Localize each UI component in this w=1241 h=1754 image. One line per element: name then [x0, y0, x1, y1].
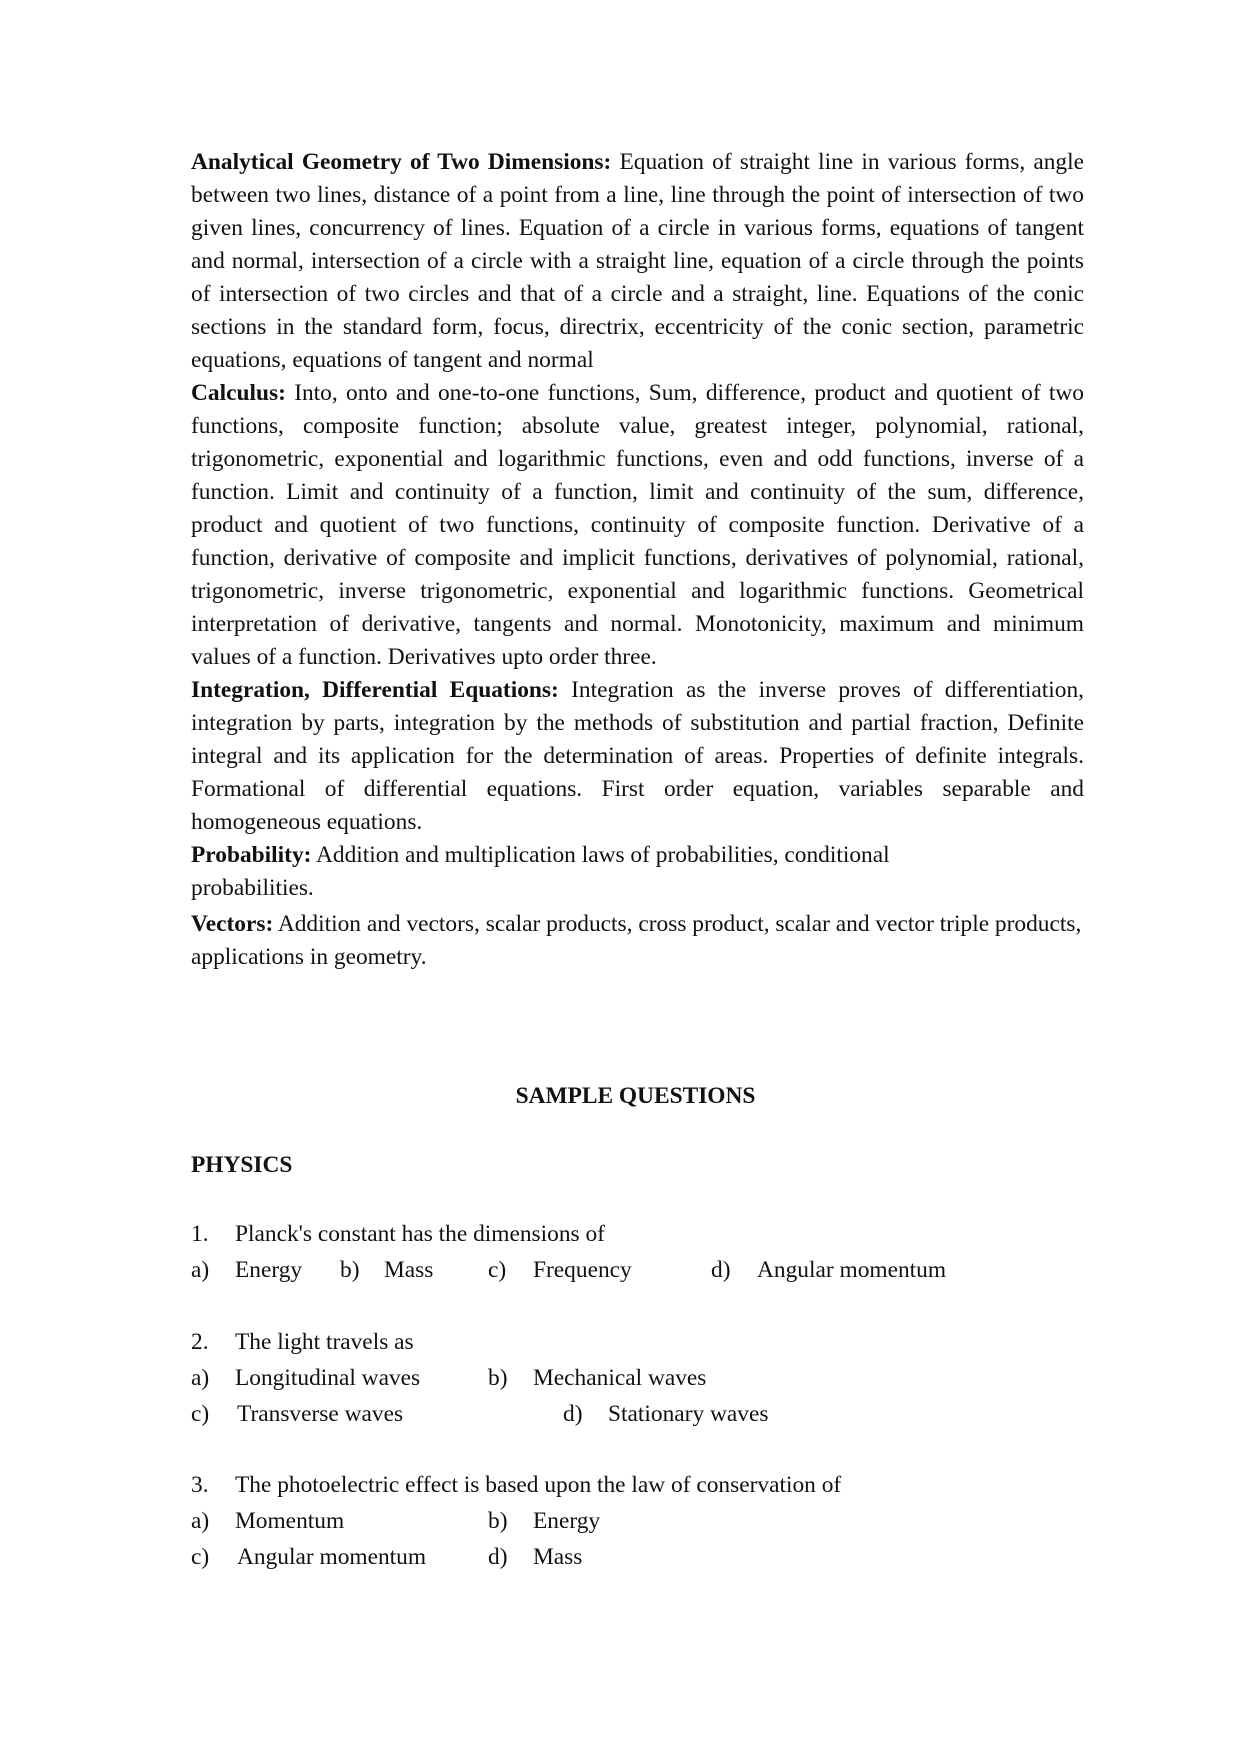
topic-text: Integration as the inverse proves of differentiation, integration by parts, integration by the methods of substitution and partial fraction, Definite integral and its application for the determination of areas. Properties of definite integrals. Formational of differential equations. First order equation, variables separable and homogeneous equations.: [191, 677, 1084, 835]
topic-text: Into, onto and one-to-one functions, Sum, difference, product and quotient of two functions, composite function; absolute value, greatest integer, polynomial, rational, trigonometric, exponential and logarithmic functions, even and odd functions, inverse of a function. Limit and continuity of a function, limit and continuity of the sum, difference, product and quotient of two functions, continuity of composite function. Derivative of a function, derivative of composite and implicit functions, derivatives of polynomial, rational, trigonometric, inverse trigonometric, exponential and logarithmic functions. Geometrical interpretation of derivative, tangents and normal. Monotonicity, maximum and minimum values of a function. Derivatives upto order three.: [191, 380, 1084, 670]
topic-heading: Integration, Differential Equations:: [191, 677, 559, 703]
option-text: Mechanical waves: [533, 1365, 707, 1391]
topic-heading: Calculus:: [191, 380, 286, 406]
syllabus-paragraph-analytical-geometry: [191, 146, 1084, 377]
option-label: b): [340, 1257, 360, 1283]
subject-heading: PHYSICS: [191, 1152, 293, 1178]
option-label: d): [563, 1401, 583, 1427]
option-text: Angular momentum: [757, 1257, 947, 1283]
question-text: The light travels as: [235, 1329, 414, 1355]
question-number: 2.: [191, 1329, 209, 1355]
option-label: a): [191, 1508, 210, 1534]
sample-questions-heading: SAMPLE QUESTIONS: [515, 1083, 756, 1109]
topic-text: Addition and vectors, scalar products, cross product, scalar and vector triple products, applications in geometry.: [191, 911, 1082, 970]
option-text: Energy: [235, 1257, 303, 1283]
question-number: 3.: [191, 1472, 209, 1498]
syllabus-paragraph-calculus: [191, 377, 1084, 674]
option-label: d): [711, 1257, 731, 1283]
option-label: b): [488, 1365, 508, 1391]
topic-text: Addition and multiplication laws of probabilities, conditional probabilities.: [191, 842, 890, 901]
option-label: a): [191, 1365, 210, 1391]
option-label: c): [191, 1401, 210, 1427]
option-text: Mass: [384, 1257, 434, 1283]
question-text: The photoelectric effect is based upon the law of conservation of: [235, 1472, 842, 1498]
option-label: c): [191, 1544, 210, 1570]
topic-heading: Analytical Geometry of Two Dimensions:: [191, 149, 612, 175]
option-label: c): [488, 1257, 507, 1283]
option-text: Stationary waves: [608, 1401, 769, 1427]
syllabus-section: [191, 146, 1084, 974]
option-label: b): [488, 1508, 508, 1534]
topic-heading: Vectors:: [191, 911, 274, 937]
option-text: Angular momentum: [237, 1544, 427, 1570]
topic-heading: Probability:: [191, 842, 312, 868]
option-text: Longitudinal waves: [235, 1365, 421, 1391]
option-text: Mass: [533, 1544, 583, 1570]
syllabus-paragraph-integration: [191, 674, 1084, 839]
syllabus-paragraph-probability: [191, 839, 981, 905]
question-number: 1.: [191, 1221, 209, 1247]
option-text: Energy: [533, 1508, 601, 1534]
option-label: a): [191, 1257, 210, 1283]
topic-text: Equation of straight line in various forms, angle between two lines, distance of a point from a line, line through the point of intersection of two given lines, concurrency of lines. Equation of a circle in various forms, equations of tangent and normal, intersection of a circle with a straight line, equation of a circle through the points of intersection of two circles and that of a circle and a straight, line. Equations of the conic sections in the standard form, focus, directrix, eccentricity of the conic section, parametric equations, equations of tangent and normal: [191, 149, 1084, 373]
option-text: Frequency: [533, 1257, 632, 1283]
syllabus-paragraph-vectors: [191, 908, 1084, 974]
option-text: Momentum: [235, 1508, 345, 1534]
option-label: d): [488, 1544, 508, 1570]
question-text: Planck's constant has the dimensions of: [235, 1221, 605, 1247]
option-text: Transverse waves: [237, 1401, 404, 1427]
